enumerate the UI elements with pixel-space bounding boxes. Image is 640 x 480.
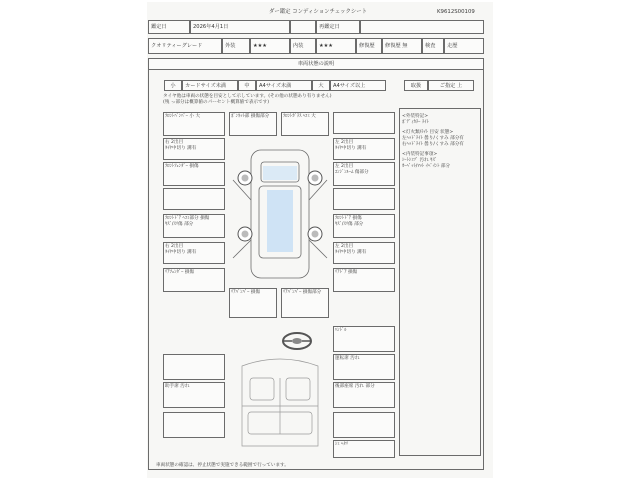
- right-box-empty-2: [333, 188, 395, 210]
- section-title: 車両状態の説明: [148, 58, 484, 70]
- remarks-heading-3: <内装特記事項>: [402, 152, 438, 157]
- right-box-front-tire-text: 左 2出目 ﾀｲﾔ中切り 溝有: [335, 140, 367, 151]
- legend-other-label: 取扱: [404, 80, 428, 91]
- front-right-wheel-icon: [308, 171, 322, 185]
- left-box-empty-1: [163, 188, 225, 210]
- interior-box-empty-left: [163, 354, 225, 380]
- inspect-value: 走歴: [444, 38, 484, 54]
- reappraisal-value: [360, 20, 484, 34]
- legend-small: 小: [164, 80, 182, 91]
- right-box-rear-tire-text: 左 2出目 ﾀｲﾔ中切り 溝有: [335, 244, 367, 255]
- left-box-front-bumper-text: ﾌﾛﾝﾄﾊﾞﾝﾊﾟｰ 小 大: [165, 114, 201, 119]
- remarks-heading-1: <外装特記>: [402, 114, 429, 119]
- rear-right-wheel-icon: [308, 227, 322, 241]
- repair-label: 修復歴: [356, 38, 382, 54]
- sheet-number: K9612S00109: [437, 9, 475, 15]
- date-label: 鑑定日: [148, 20, 190, 34]
- center-box-bonnet-text: ﾎﾞﾝﾈｯﾄ部 損傷部分: [231, 114, 270, 119]
- interior-seat-right-text: 運転席 汚れ: [335, 356, 360, 361]
- sheet-title: ダー鑑定 コンディションチェックシート: [269, 9, 368, 15]
- interior-label: 内装: [290, 38, 316, 54]
- steering-wheel-icon: [280, 330, 314, 352]
- left-box-rear-fender-text: ﾘｱﾌｪﾝﾀﾞｰ 損傷: [165, 270, 195, 275]
- left-box-rear-tire-text: 右 2出目 ﾀｲﾔ中切り 溝有: [165, 244, 197, 255]
- interior-seat-left-text: 助手席 汚れ: [165, 384, 190, 389]
- interior-sub-text: ｼﾐ ﾍﾀﾘ: [335, 442, 348, 447]
- date-value: 2026年4月1日: [190, 20, 290, 34]
- remarks-line-4: ｼｰﾄｼﾐﾂﾞ 汚れ ｷｽﾞ: [402, 158, 438, 163]
- right-box-front-door-text: ﾌﾛﾝﾄﾄﾞｱ 損傷 ｷｽﾞ/ｽﾘ傷 部分: [335, 216, 364, 227]
- remarks-line-1: ﾎﾞﾃﾞｨｶﾗｰ ﾗｲﾄ: [402, 120, 429, 125]
- interior-steering-text: ﾊﾝﾄﾞﾙ: [335, 328, 347, 333]
- repair-value: 修復歴 無: [382, 38, 422, 54]
- rear-left-wheel-icon: [238, 227, 252, 241]
- front-left-wheel-icon: [238, 171, 252, 185]
- left-box-front-fender-text: ﾌﾛﾝﾄﾌｪﾝﾀﾞｰ 損傷: [165, 164, 199, 169]
- legend-a4-over: A4サイズ以上: [330, 80, 386, 91]
- left-box-front-door-text: ﾌﾛﾝﾄﾄﾞｱ ﾍｺﾐ部分 損傷 ｷｽﾞ/ｽﾘ傷 部分: [165, 216, 210, 227]
- note-line-2: (残 っ部分は概算値のパーセント概算値で表示です): [163, 100, 270, 105]
- exterior-label: 外装: [222, 38, 250, 54]
- interior-box-empty-left-2: [163, 412, 225, 438]
- legend-medium: 中: [238, 80, 256, 91]
- footer-note: 車両状態の確認は、停止状態で実施できる範囲で行っています。: [156, 463, 289, 468]
- interior-box-empty-right-2: [333, 412, 395, 438]
- right-box-rear-door-text: ﾘｱﾄﾞｱ 損傷: [335, 270, 358, 275]
- note-line-1: タイヤ他は車両の状態を目安として示しています。(その他の状態あり有りません): [163, 94, 332, 99]
- right-box-empty-1: [333, 112, 395, 134]
- center-box-rear-bumper-text: ﾘｱﾊﾞﾝﾊﾟｰ 損傷: [231, 290, 261, 295]
- legend-other-value: ご指定 上: [428, 80, 474, 91]
- interior-rear-seat-text: 後部座席 汚れ 部分: [335, 384, 375, 389]
- reappraisal-label: 再鑑定日: [316, 20, 360, 34]
- right-box-engine-text: 左 2出目 ｴﾝｼﾞﾝﾙｰﾑ 傷部分: [335, 164, 369, 175]
- legend-card-under: カードサイズ未満: [182, 80, 238, 91]
- quality-grade-label: クオリティーグレード: [148, 38, 222, 54]
- blank-cell: [290, 20, 316, 34]
- left-box-front-tire-text: 右 2出目 ﾀｲﾔ中切り 溝有: [165, 140, 197, 151]
- exterior-value: ★★★: [250, 38, 290, 54]
- remarks-line-5: ｶｰﾍﾟｯﾄ/ﾏｯﾄ ｲﾍﾟｲﾝﾄ 部分: [402, 164, 451, 169]
- legend-large: 大: [312, 80, 330, 91]
- interior-value: ★★★: [316, 38, 356, 54]
- remarks-heading-2: <灯火類/ﾗｲﾄ 目安 状態>: [402, 130, 454, 135]
- car-top-view-diagram: [225, 140, 335, 290]
- interior-seat-diagram: [232, 356, 328, 456]
- legend-a4-under: A4サイズ未満: [256, 80, 312, 91]
- remarks-line-2: 左ﾍｯﾄﾞﾗｲﾄ 曇り/くすみ 部分有: [402, 136, 464, 141]
- inspect-label: 検査: [422, 38, 444, 54]
- center-box-rear-bumper-2-text: ﾘｱﾊﾞﾝﾊﾟｰ 損傷部分: [283, 290, 322, 295]
- remarks-line-3: 右ﾍｯﾄﾞﾗｲﾄ 曇り/くすみ 部分有: [402, 142, 464, 147]
- center-box-windshield-text: ﾌﾛﾝﾄｶﾞﾗｽ ﾍｺﾐ 大: [283, 114, 316, 119]
